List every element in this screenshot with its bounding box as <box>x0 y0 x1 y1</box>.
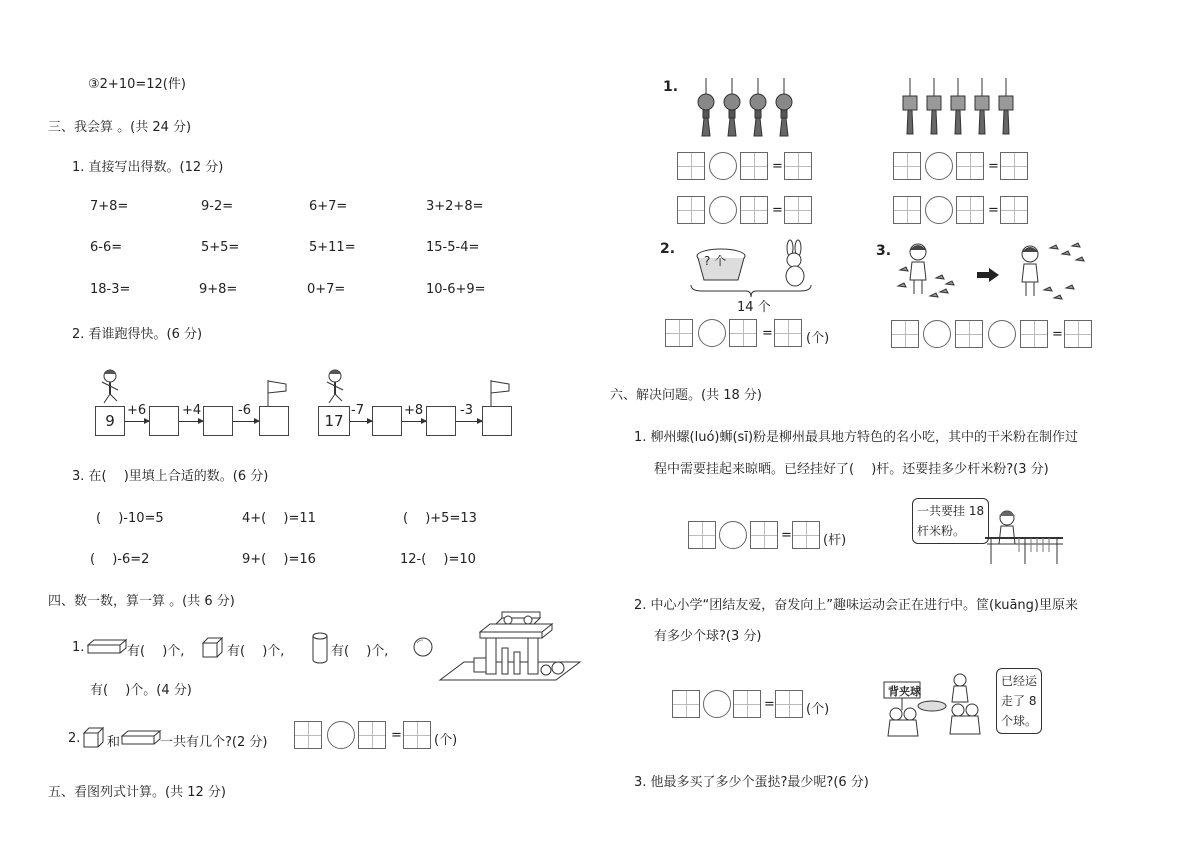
s3-question-1: 1. 直接写出得数。(12 分) <box>72 160 224 175</box>
s4-q1-part-1: 有( )个, <box>127 644 185 659</box>
equals-sign: = <box>772 203 783 218</box>
basket-question: ? 个 <box>704 254 727 268</box>
sphere-icon <box>413 637 433 657</box>
race2-box-3[interactable] <box>482 406 512 436</box>
fill-2-1: ( )-6=2 <box>90 552 150 567</box>
equals-sign: = <box>781 528 792 543</box>
answer-box[interactable] <box>740 196 768 224</box>
section-6-title: 六、解决问题。(共 18 分) <box>610 388 762 403</box>
s4-q2-unit: (个) <box>434 733 458 748</box>
race2-box-2[interactable] <box>426 406 456 436</box>
answer-box[interactable] <box>891 320 919 348</box>
calc-3-2: 9+8= <box>199 282 238 297</box>
cylinder-icon <box>312 632 328 664</box>
race2-op-2: +8 <box>404 403 424 418</box>
calc-2-4: 15-5-4= <box>426 240 480 255</box>
cube-icon <box>84 728 104 748</box>
calc-2-1: 6-6= <box>90 240 123 255</box>
s4-q2-and: 和 <box>107 735 121 750</box>
answer-box[interactable] <box>1000 152 1028 180</box>
race1-arrow-1 <box>125 421 149 422</box>
flag-icon <box>489 380 513 406</box>
race1-arrow-2 <box>179 421 203 422</box>
answer-box[interactable] <box>1020 320 1048 348</box>
fill-1-2: 4+( )=11 <box>242 511 316 526</box>
operator-circle[interactable] <box>719 521 747 549</box>
ball-game-sign: 背夹球 <box>888 685 921 698</box>
race1-op-3: -6 <box>238 403 251 418</box>
equals-sign: = <box>988 159 999 174</box>
answer-box[interactable] <box>893 196 921 224</box>
answer-box[interactable] <box>1064 320 1092 348</box>
operator-circle[interactable] <box>925 152 953 180</box>
s4-q1-part-2: 有( )个, <box>227 644 285 659</box>
answer-box[interactable] <box>729 319 757 347</box>
race2-box-1[interactable] <box>372 406 402 436</box>
answer-box[interactable] <box>893 152 921 180</box>
section-5-title: 五、看图列式计算。(共 12 分) <box>48 785 226 800</box>
flag-icon <box>266 380 290 406</box>
s6-q1-unit: (杆) <box>823 533 847 548</box>
fill-2-3: 12-( )=10 <box>400 552 476 567</box>
answer-box[interactable] <box>792 521 820 549</box>
race2-arrow-1 <box>350 421 372 422</box>
answer-box[interactable] <box>403 721 431 749</box>
calc-3-4: 10-6+9= <box>426 282 486 297</box>
picture-2-unit: (个) <box>806 331 830 346</box>
picture-1-label: 1. <box>663 79 679 95</box>
answer-box[interactable] <box>733 690 761 718</box>
answer-box[interactable] <box>956 196 984 224</box>
answer-box[interactable] <box>358 721 386 749</box>
operator-circle[interactable] <box>925 196 953 224</box>
equals-sign: = <box>764 697 775 712</box>
blocks-structure-illustration <box>440 612 580 684</box>
race2-start: 17 <box>318 406 350 436</box>
race1-start: 9 <box>95 406 125 436</box>
equals-sign: = <box>1052 327 1063 342</box>
equals-sign: = <box>772 159 783 174</box>
operator-circle[interactable] <box>923 320 951 348</box>
noodle-drying-rack-illustration <box>985 508 1063 566</box>
equals-sign: = <box>391 728 402 743</box>
cuboid-icon <box>122 731 160 745</box>
section-4-title: 四、数一数，算一算 。(共 6 分) <box>48 594 235 609</box>
operator-circle[interactable] <box>709 152 737 180</box>
answer-box[interactable] <box>665 319 693 347</box>
runner-boy-icon <box>98 368 124 404</box>
s6-q1-line1: 1. 柳州螺(luó)蛳(sī)粉是柳州最具地方特色的名小吃，其中的干米粉在制作过 <box>634 430 1079 445</box>
answer-box[interactable] <box>677 196 705 224</box>
s4-q1-number: 1. <box>72 640 85 655</box>
race2-op-1: -7 <box>351 403 364 418</box>
fill-2-2: 9+( )=16 <box>242 552 316 567</box>
race2-arrow-3 <box>456 421 482 422</box>
answer-box[interactable] <box>774 319 802 347</box>
s3-question-2: 2. 看谁跑得快。(6 分) <box>72 327 203 342</box>
answer-box[interactable] <box>1000 196 1028 224</box>
race2-arrow-2 <box>402 421 426 422</box>
answer-box[interactable] <box>956 152 984 180</box>
answer-box[interactable] <box>688 521 716 549</box>
previous-answer: ③2+10=12(件) <box>88 77 186 92</box>
s3-question-3: 3. 在( )里填上合适的数。(6 分) <box>72 469 269 484</box>
calc-2-3: 5+11= <box>309 240 356 255</box>
s4-q2-number: 2. <box>68 731 81 746</box>
s6-q2-line2: 有多少个球?(3 分) <box>654 629 762 644</box>
total-label: 14 个 <box>737 300 771 315</box>
runner-boy-icon <box>323 368 349 404</box>
calc-2-2: 5+5= <box>201 240 240 255</box>
race1-op-1: +6 <box>127 403 147 418</box>
right-arrow-icon <box>977 268 999 282</box>
s4-q2-text: 一共有几个?(2 分) <box>160 735 268 750</box>
speech-bubble: 一共要挂 18 杆米粉。 <box>912 498 989 544</box>
picture-3-label: 3. <box>876 243 892 259</box>
speech-bubble: 已经运 走了 8 个球。 <box>996 668 1042 734</box>
calc-1-2: 9-2= <box>201 199 234 214</box>
race1-box-1[interactable] <box>149 406 179 436</box>
girl-with-birds-illustration <box>896 240 956 302</box>
race1-box-3[interactable] <box>259 406 289 436</box>
s6-q1-line2: 程中需要挂起来晾晒。已经挂好了( )杆。还要挂多少杆米粉?(3 分) <box>654 462 1049 477</box>
fill-1-1: ( )-10=5 <box>96 511 164 526</box>
fill-1-3: ( )+5=13 <box>403 511 477 526</box>
answer-box[interactable] <box>740 152 768 180</box>
picture-2-label: 2. <box>660 241 676 257</box>
calc-3-1: 18-3= <box>90 282 131 297</box>
rabbit-icon <box>780 240 810 288</box>
cube-icon <box>203 638 223 658</box>
s6-q2-line1: 2. 中心小学“团结友爱，奋发向上”趣味运动会正在进行中。筐(kuāng)里原来 <box>634 598 1078 613</box>
s4-q1-line2: 有( )个。(4 分) <box>90 683 192 698</box>
tassel-ornaments-illustration <box>694 78 794 140</box>
cuboid-icon <box>88 640 126 654</box>
calc-1-3: 6+7= <box>309 199 348 214</box>
answer-box[interactable] <box>750 521 778 549</box>
s6-q2-unit: (个) <box>806 702 830 717</box>
operator-circle[interactable] <box>709 196 737 224</box>
s6-q3: 3. 他最多买了多少个蛋挞?最少呢?(6 分) <box>634 775 869 790</box>
calc-1-4: 3+2+8= <box>426 199 484 214</box>
equals-sign: = <box>988 203 999 218</box>
answer-box[interactable] <box>672 690 700 718</box>
answer-box[interactable] <box>294 721 322 749</box>
answer-box[interactable] <box>955 320 983 348</box>
answer-box[interactable] <box>677 152 705 180</box>
race1-arrow-3 <box>233 421 259 422</box>
operator-circle[interactable] <box>703 690 731 718</box>
race2-op-3: -3 <box>460 403 473 418</box>
girl-birds-flying-illustration <box>1010 240 1090 306</box>
race1-op-2: +4 <box>182 403 202 418</box>
section-3-title: 三、我会算 。(共 24 分) <box>48 120 192 135</box>
answer-box[interactable] <box>784 196 812 224</box>
equals-sign: = <box>762 326 773 341</box>
answer-box[interactable] <box>784 152 812 180</box>
ball-carrying-kids-illustration <box>884 670 984 740</box>
operator-circle[interactable] <box>327 721 355 749</box>
race1-box-2[interactable] <box>203 406 233 436</box>
operator-circle[interactable] <box>698 319 726 347</box>
calc-1-1: 7+8= <box>90 199 129 214</box>
calc-3-3: 0+7= <box>307 282 346 297</box>
square-tassel-ornaments-illustration <box>900 78 1024 140</box>
answer-box[interactable] <box>775 690 803 718</box>
s4-q1-part-3: 有( )个, <box>331 644 389 659</box>
operator-circle[interactable] <box>988 320 1016 348</box>
